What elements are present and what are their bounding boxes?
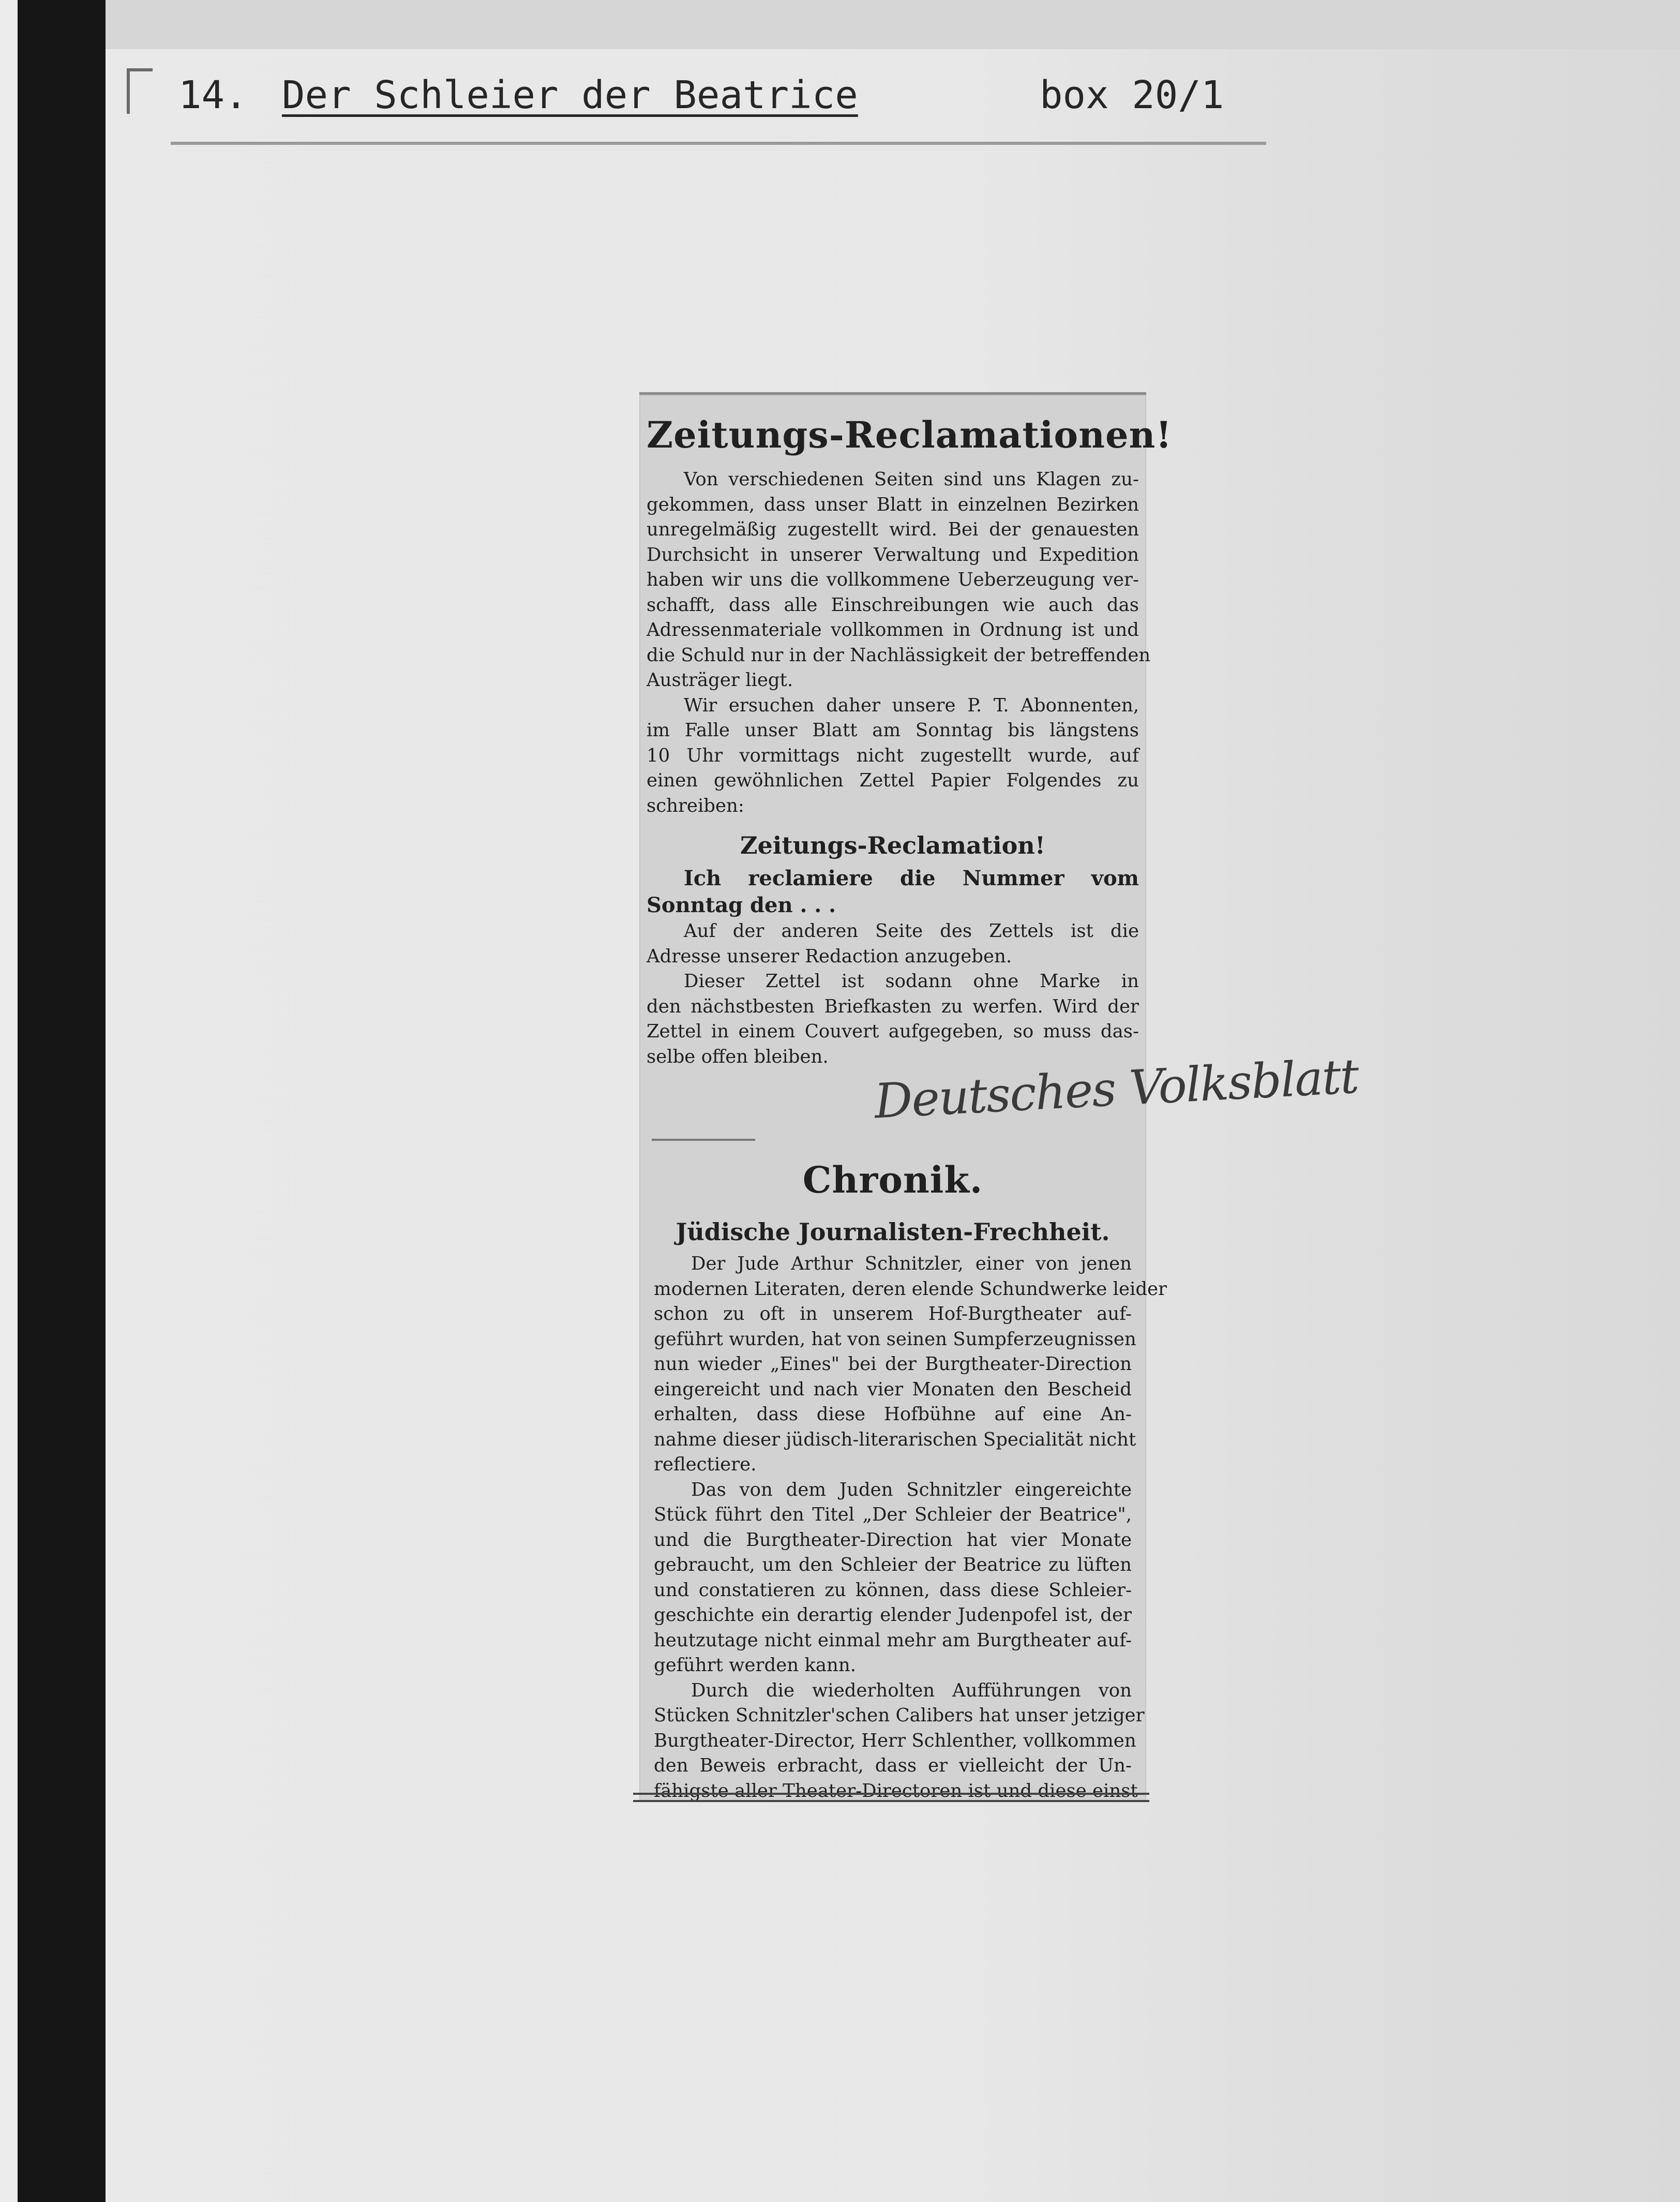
chronik-subheading: Jüdische Journalisten-Frechheit. — [676, 1218, 1110, 1246]
newspaper-clipping — [639, 392, 1360, 1802]
text-line: den Beweis erbracht, dass er vielleicht der Un- — [654, 1755, 1132, 1776]
reclamation-form-text — [647, 865, 1139, 919]
chronik-section — [654, 1149, 1167, 1804]
chronik-paragraph-3 — [654, 1678, 1145, 1804]
text-line: eingereicht und nach vier Monaten den Bescheid — [654, 1378, 1132, 1400]
text-line: geführt werden kann. — [654, 1655, 857, 1676]
text-line: Durch die wiederholten Aufführungen von — [691, 1679, 1132, 1701]
text-line: Durchsicht in unserer Verwaltung und Expedition — [647, 544, 1139, 566]
text-line: die Schuld nur in der Nachlässigkeit der betreffenden — [647, 644, 1151, 666]
scan-edge — [0, 0, 18, 2202]
folder-title: Der Schleier der Beatrice — [282, 73, 858, 117]
paragraph-3 — [647, 919, 1139, 969]
text-line: Zettel in einem Couvert aufgegeben, so muss das- — [647, 1021, 1139, 1042]
handwritten-source-note: Deutsches Volksblatt — [873, 1048, 1360, 1129]
scan-border — [18, 0, 106, 2202]
text-line: nahme dieser jüdisch-literarischen Specialität nicht — [654, 1429, 1136, 1450]
text-line: Der Jude Arthur Schnitzler, einer von jenen — [691, 1253, 1132, 1274]
text-line: Adressenmateriale vollkommen in Ordnung ist und — [647, 619, 1139, 641]
text-line: den nächstbesten Briefkasten zu werfen. Wird der — [647, 995, 1139, 1017]
chronik-paragraph-2 — [654, 1478, 1132, 1678]
text-line: Das von dem Juden Schnitzler eingereichte — [691, 1479, 1132, 1500]
text-line: nun wieder „Eines" bei der Burgtheater-Direction — [654, 1353, 1132, 1375]
paragraph-2 — [647, 693, 1139, 819]
text-line: und die Burgtheater-Direction hat vier Monate — [654, 1529, 1132, 1551]
text-line: reflectiere. — [654, 1454, 757, 1475]
clipping-heading: Zeitungs-Reclamationen! — [647, 413, 1173, 456]
chronik-paragraph-1 — [654, 1252, 1167, 1478]
text-line: Sonntag den . . . — [647, 893, 836, 917]
text-line: 10 Uhr vormittags nicht zugestellt wurde, auf — [647, 745, 1139, 766]
text-line: modernen Literaten, deren elende Schundwerke leider — [654, 1278, 1167, 1300]
text-line: fähigste aller Theater-Directoren ist und diese einst — [654, 1780, 1138, 1802]
text-line: geführt wurden, hat von seinen Sumpferzeugnissen — [654, 1328, 1136, 1350]
text-line: gekommen, dass unser Blatt in einzelnen Bezirken — [647, 494, 1139, 515]
text-line: gebraucht, um den Schleier der Beatrice zu lüften — [654, 1554, 1132, 1575]
paragraph-4 — [647, 969, 1139, 1069]
text-line: schon zu oft in unserem Hof-Burgtheater auf- — [654, 1303, 1132, 1325]
text-line: erhalten, dass diese Hofbühne auf eine An- — [654, 1404, 1132, 1425]
text-line: Adresse unserer Redaction anzugeben. — [647, 945, 1012, 967]
folder-number: 14. — [178, 73, 248, 117]
header-rule — [171, 142, 1266, 145]
text-line: im Falle unser Blatt am Sonntag bis längstens — [647, 720, 1139, 741]
text-line: Stücken Schnitzler'schen Calibers hat unser jetziger — [654, 1705, 1145, 1726]
text-line: einen gewöhnlichen Zettel Papier Folgendes zu — [647, 770, 1139, 791]
text-line: Stück führt den Titel „Der Schleier der Beatrice", — [654, 1504, 1132, 1525]
chronik-heading: Chronik. — [802, 1158, 983, 1201]
text-line: Austräger liegt. — [647, 669, 793, 691]
text-line: schreiben: — [647, 795, 744, 816]
corner-mark — [127, 68, 153, 114]
text-line: Wir ersuchen daher unsere P. T. Abonnenten, — [684, 694, 1139, 716]
clipping-bottom-rule — [633, 1793, 1149, 1802]
reclamation-subheading: Zeitungs-Reclamation! — [740, 831, 1045, 859]
text-line: geschichte ein derartig elender Judenpofel ist, der — [654, 1604, 1132, 1626]
text-line: unregelmäßig zugestellt wird. Bei der genauesten — [647, 519, 1139, 540]
paragraph-1 — [647, 467, 1151, 693]
text-line: schafft, dass alle Einschreibungen wie auch das — [647, 594, 1139, 616]
text-line: haben wir uns die vollkommene Ueberzeugung ver- — [647, 569, 1139, 590]
text-line: Von verschiedenen Seiten sind uns Klagen zu- — [684, 469, 1139, 490]
text-line: Burgtheater-Director, Herr Schlenther, vollkommen — [654, 1730, 1136, 1751]
box-label: box 20/1 — [1040, 73, 1224, 117]
text-line: Auf der anderen Seite des Zettels ist die — [684, 920, 1139, 942]
text-line: und constatieren zu können, dass diese Schleier- — [654, 1579, 1132, 1601]
text-line: Dieser Zettel ist sodann ohne Marke in — [684, 971, 1139, 992]
section-divider — [652, 1139, 755, 1141]
text-line: heutzutage nicht einmal mehr am Burgtheater auf- — [654, 1629, 1132, 1651]
text-line: Ich reclamiere die Nummer vom — [684, 866, 1139, 890]
text-line: selbe offen bleiben. — [647, 1046, 829, 1067]
